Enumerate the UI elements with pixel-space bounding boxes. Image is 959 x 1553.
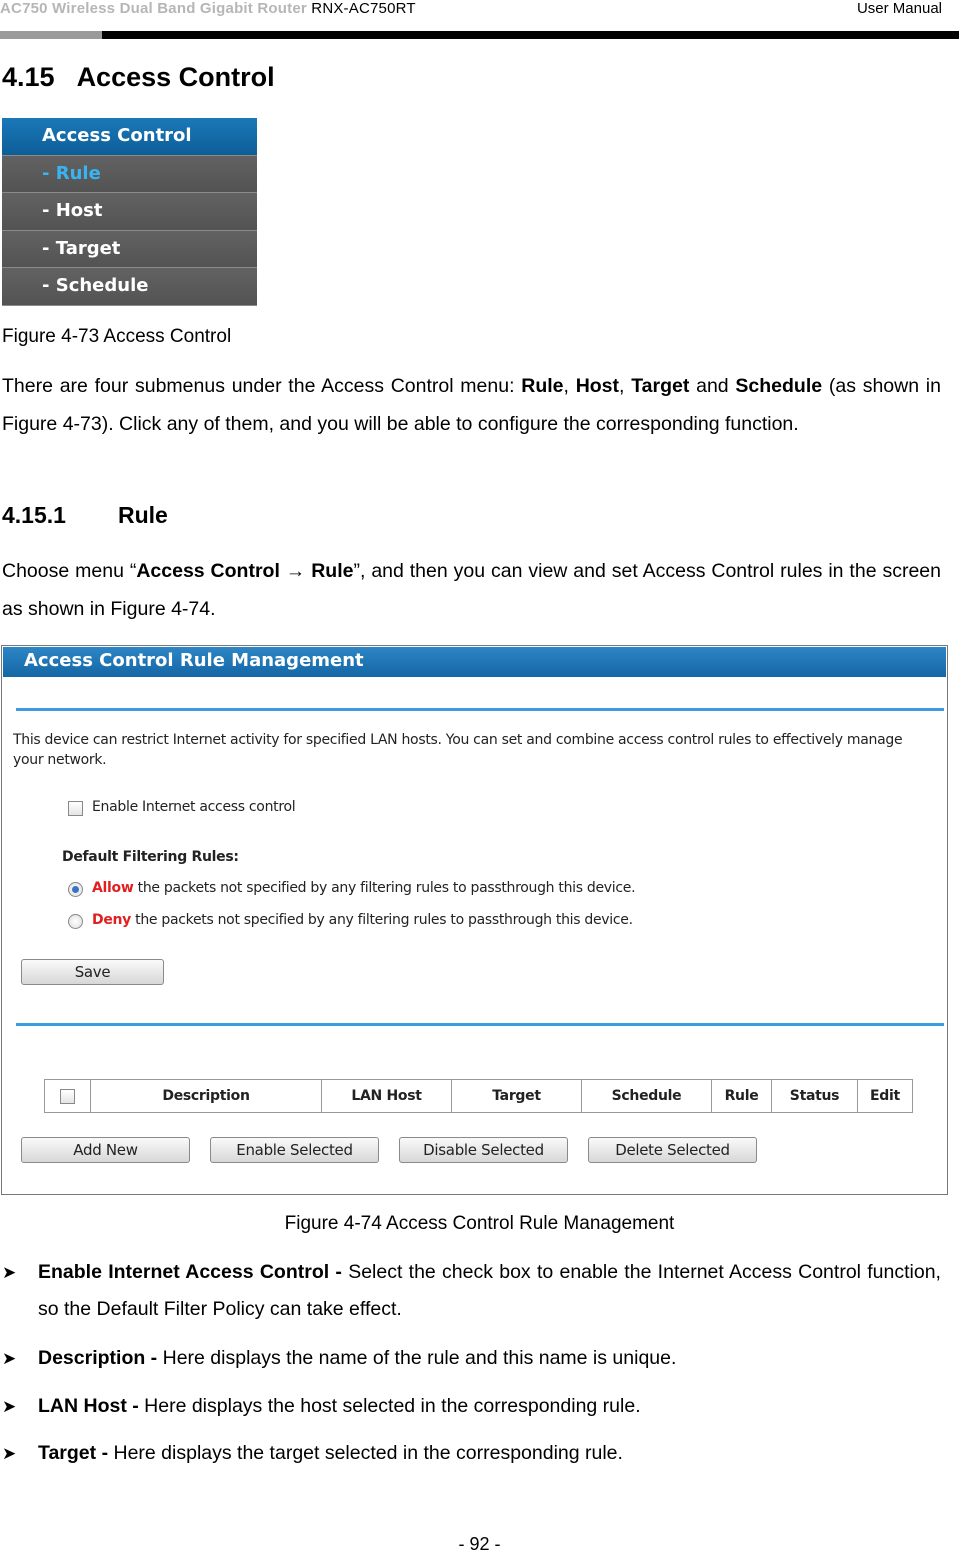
add-new-button[interactable]: Add New (21, 1137, 190, 1163)
header-rule-grey (0, 31, 102, 39)
menu-item-schedule[interactable]: - Schedule (2, 268, 257, 306)
default-rules-label: Default Filtering Rules: (62, 849, 239, 865)
header-manual: User Manual (856, 0, 942, 17)
allow-option (92, 880, 635, 896)
allow-text: the packets not specified by any filtering rules to passthrough this device. (133, 880, 636, 896)
column-header-rule[interactable]: Rule (712, 1080, 772, 1112)
enable-access-control-checkbox[interactable] (68, 801, 83, 816)
choose-text: ”, and then you can view and set Access Control rules in the screen as shown in Figure 4-74. (2, 560, 941, 620)
bullet-text: Select the check box to enable the Internet Access Control function, so the Default Filter Policy can take effect. (38, 1261, 941, 1320)
figure-73-caption: Figure 4-73 Access Control (2, 326, 232, 347)
section-title (2, 62, 275, 93)
bullet-item (2, 1435, 941, 1472)
choose-bold-access-control: Access Control (136, 560, 280, 582)
bullet-item (2, 1388, 941, 1425)
deny-option (92, 912, 633, 928)
enable-access-control-label: Enable Internet access control (92, 799, 296, 815)
subsection-title-text: Rule (118, 502, 168, 528)
intro-text: , (619, 375, 632, 397)
header-product (0, 0, 416, 17)
disable-selected-button[interactable]: Disable Selected (399, 1137, 568, 1163)
divider (16, 708, 944, 711)
page-number: - 92 - (458, 1534, 501, 1553)
panel-title: Access Control Rule Management (3, 647, 946, 677)
rules-table-header (44, 1079, 913, 1113)
choose-bold-rule: Rule (311, 560, 354, 582)
subsection-number: 4.15.1 (2, 502, 66, 528)
column-header-status[interactable]: Status (772, 1080, 858, 1112)
menu-item-access-control[interactable]: Access Control (2, 118, 257, 156)
bullet-text: Here displays the name of the rule and this name is unique. (162, 1347, 677, 1369)
menu-item-host[interactable]: - Host (2, 193, 257, 231)
rule-management-screenshot (1, 645, 948, 1195)
subsection-title (2, 502, 168, 529)
choose-paragraph (2, 552, 941, 628)
bullet-text: Here displays the target selected in the corresponding rule. (113, 1442, 623, 1464)
section-title-text: Access Control (76, 62, 275, 92)
bullet-arrow-icon: ➤ (2, 1349, 17, 1368)
save-button[interactable]: Save (21, 959, 164, 985)
menu-item-rule[interactable]: - Rule (2, 156, 257, 194)
panel-description: This device can restrict Internet activity for specified LAN hosts. You can set and combine access control rules to effectively manage your network. (13, 732, 903, 768)
bullet-arrow-icon: ➤ (2, 1397, 17, 1416)
column-header-edit[interactable]: Edit (870, 1088, 900, 1104)
divider (16, 1023, 944, 1026)
select-all-checkbox[interactable] (60, 1089, 75, 1104)
column-header-schedule[interactable]: Schedule (582, 1080, 712, 1112)
intro-text: , (563, 375, 576, 397)
column-header-description[interactable]: Description (91, 1080, 322, 1112)
access-control-menu (2, 118, 257, 306)
allow-radio[interactable] (68, 882, 83, 897)
bullet-item (2, 1254, 941, 1328)
header-model: RNX-AC750RT (311, 0, 416, 17)
bullet-term: Enable Internet Access Control - (38, 1261, 349, 1283)
bullet-item (2, 1340, 941, 1377)
deny-text: the packets not specified by any filtering rules to passthrough this device. (131, 912, 633, 928)
intro-bold-schedule: Schedule (735, 375, 823, 397)
bullet-text: Here displays the host selected in the corresponding rule. (144, 1395, 641, 1417)
intro-bold-target: Target (631, 375, 690, 397)
delete-selected-button[interactable]: Delete Selected (588, 1137, 757, 1163)
column-header-lan-host[interactable]: LAN Host (322, 1080, 452, 1112)
figure-74-caption: Figure 4-74 Access Control Rule Management (284, 1213, 675, 1234)
header-product-name: AC750 Wireless Dual Band Gigabit Router (0, 0, 307, 17)
intro-text: There are four submenus under the Access Control menu: (2, 375, 522, 397)
deny-radio[interactable] (68, 914, 83, 929)
column-header-target[interactable]: Target (452, 1080, 582, 1112)
allow-word: Allow (92, 880, 134, 896)
header-rule-black (102, 31, 959, 39)
section-number: 4.15 (2, 62, 55, 92)
intro-paragraph (2, 367, 941, 443)
bullet-term: LAN Host - (38, 1395, 145, 1417)
intro-bold-host: Host (575, 375, 620, 397)
deny-word: Deny (92, 912, 132, 928)
select-all-cell (45, 1080, 91, 1112)
menu-item-target[interactable]: - Target (2, 231, 257, 269)
bullet-term: Description - (38, 1347, 163, 1369)
enable-selected-button[interactable]: Enable Selected (210, 1137, 379, 1163)
intro-text: and (689, 375, 736, 397)
intro-bold-rule: Rule (521, 375, 564, 397)
bullet-arrow-icon: ➤ (2, 1444, 17, 1463)
intro-text: (as shown in Figure 4-73). Click any of them, and you will be able to configure the corresponding function. (2, 375, 941, 435)
choose-arrow: → (279, 560, 312, 582)
choose-text: Choose menu “ (2, 560, 137, 582)
bullet-term: Target - (38, 1442, 114, 1464)
bullet-arrow-icon: ➤ (2, 1263, 17, 1282)
